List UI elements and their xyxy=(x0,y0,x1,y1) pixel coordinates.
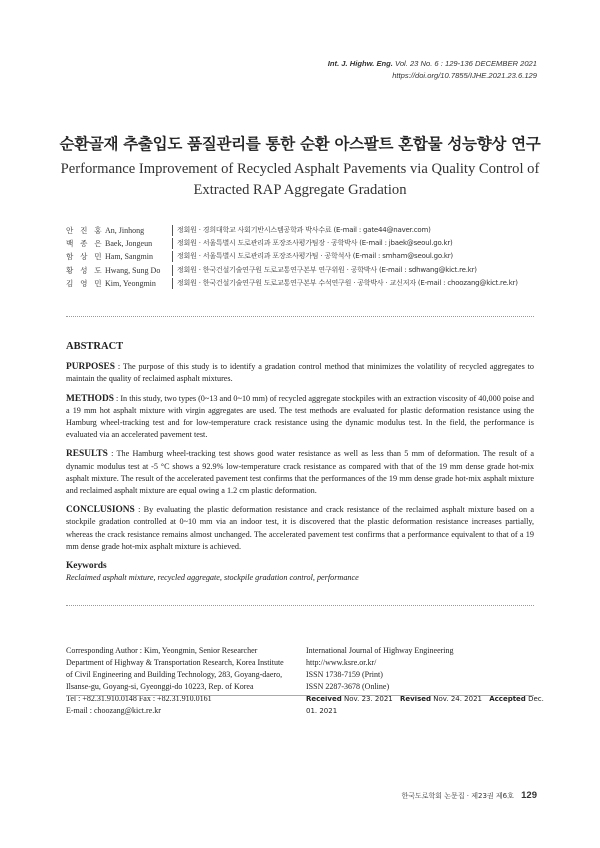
author-english-name: An, Jinhong xyxy=(105,226,145,236)
journal-footer-text: 한국도로학회 논문집 · 제23권 제6호 xyxy=(401,792,514,800)
author-korean-name: 함 상 민 xyxy=(66,252,104,262)
journal-info-line: ISSN 1738-7159 (Print) xyxy=(306,670,383,680)
author-row xyxy=(66,277,546,290)
journal-info-line: ISSN 2287-3678 (Online) xyxy=(306,682,390,692)
author-row xyxy=(66,237,546,250)
methods-label: METHODS xyxy=(66,393,114,404)
section-divider xyxy=(66,605,534,606)
author-affiliation: 정회원 · 한국건설기술연구원 도로교통연구본부 연구위원 · 공학박사 (E-mail : sdhwang@kict.re.kr) xyxy=(172,265,477,276)
page-footer xyxy=(402,790,538,801)
journal-name: Int. J. Highw. Eng. xyxy=(327,59,393,68)
received-label: Received xyxy=(306,695,342,704)
english-title-line-1: Performance Improvement of Recycled Asphalt Pavements via Quality Control of xyxy=(60,161,540,177)
english-title xyxy=(60,159,540,201)
abstract-methods xyxy=(66,393,534,442)
author-english-name: Kim, Yeongmin xyxy=(105,278,156,288)
author-row xyxy=(66,250,546,263)
english-title-line-2: Extracted RAP Aggregate Gradation xyxy=(193,182,407,198)
conclusions-text: : By evaluating the plastic deformation resistance and crack resistance of the reclaimed asphalt mixture based on a stockpile gradation controlled at 0~10 mm via an indoor test, it is discovered that the plastic deformation resistance increases partially, whereas the crack resistance remains almost unchanged. The accelerated pavement test confirms that a performance equivalent to that of a 19 mm dense grade hot-mix asphalt mixture is achieved. xyxy=(66,505,534,551)
corresponding-author-block xyxy=(66,645,306,718)
author-row xyxy=(66,264,546,277)
abstract-heading: ABSTRACT xyxy=(66,341,124,352)
abstract-results xyxy=(66,448,534,497)
journal-info-line: International Journal of Highway Engineering xyxy=(306,646,454,655)
received-date: Nov. 23. 2021 xyxy=(344,695,393,704)
author-english-name: Baek, Jongeun xyxy=(105,239,153,249)
keywords-label: Keywords xyxy=(66,561,107,572)
section-divider xyxy=(66,316,534,317)
revised-label: Revised xyxy=(399,695,432,704)
corresponding-line: Corresponding Author : Kim, Yeongmin, Senior Researcher xyxy=(66,646,258,655)
purposes-label: PURPOSES xyxy=(66,362,115,373)
submission-dates xyxy=(306,693,546,717)
journal-website[interactable]: http://www.ksre.or.kr/ xyxy=(306,658,377,668)
journal-info-block xyxy=(306,645,546,718)
abstract-purposes xyxy=(66,361,534,385)
abstract-section xyxy=(66,341,534,584)
results-label: RESULTS xyxy=(66,449,108,460)
journal-header xyxy=(328,58,537,82)
corresponding-line: Tel : +82.31.910.0148 Fax : +82.31.910.0161 xyxy=(66,694,212,704)
author-english-name: Hwang, Sung Do xyxy=(105,265,161,275)
corresponding-line: Ilsanse-gu, Goyang-si, Gyeonggi-do 10223, Rep. of Korea xyxy=(66,682,254,692)
doi-link[interactable]: https://doi.org/10.7855/IJHE.2021.23.6.129 xyxy=(392,71,537,80)
author-row xyxy=(66,224,546,237)
methods-text: : In this study, two types (0~13 and 0~10 mm) of recycled aggregate stockpiles with an extraction viscosity of 40,000 poise and a 19 mm hot asphalt mixture with virgin aggregates are used. The test methods are evaluated for plastic deformation resistance using the Hamburg wheel-tracking test and for low-temperature crack resistance using the dynamic modulus test. In the field, the performance is evaluated via an accelerated pavement test. xyxy=(66,393,534,440)
author-affiliation: 정회원 · 서울특별시 도로관리과 포장조사평가팀장 · 공학박사 (E-mail : jbaek@seoul.go.kr) xyxy=(172,238,453,249)
corresponding-email[interactable]: E-mail : choozang@kict.re.kr xyxy=(66,706,161,716)
corresponding-line: Department of Highway & Transportation Research, Korea Institute xyxy=(66,658,284,668)
accepted-date: Dec. 01. 2021 xyxy=(306,695,544,716)
author-affiliation: 정회원 · 한국건설기술연구원 도로교통연구본부 수석연구원 · 공학박사 · 교신저자 (E-mail : choozang@kict.re.kr) xyxy=(172,278,518,289)
revised-date: Nov. 24. 2021 xyxy=(433,695,482,704)
purposes-text: : The purpose of this study is to identify a gradation control method that minimizes the volatility of recycled aggregates to maintain the quality of reclaimed asphalt mixtures. xyxy=(66,362,534,384)
author-korean-name: 백 종 은 xyxy=(66,239,104,249)
author-korean-name: 안 진 홍 xyxy=(66,226,104,236)
author-affiliation: 정회원 · 서울특별시 도로관리과 포장조사평가팀 · 공학석사 (E-mail : smham@seoul.go.kr) xyxy=(172,251,453,262)
author-english-name: Ham, Sangmin xyxy=(105,252,153,262)
author-korean-name: 황 성 도 xyxy=(66,265,104,275)
author-korean-name: 김 영 민 xyxy=(66,278,104,288)
footer-divider xyxy=(66,695,534,696)
author-list xyxy=(66,224,546,290)
volume-info: Vol. 23 No. 6 : 129-136 DECEMBER 2021 xyxy=(395,59,537,68)
korean-title: 순환골재 추출입도 품질관리를 통한 순환 아스팔트 혼합물 성능향상 연구 xyxy=(59,135,541,153)
abstract-conclusions xyxy=(66,504,534,553)
keywords-text: Reclaimed asphalt mixture, recycled aggregate, stockpile gradation control, performance xyxy=(66,573,359,583)
author-affiliation: 정회원 · 경희대학교 사회기반시스템공학과 박사수료 (E-mail : gate44@naver.com) xyxy=(172,225,431,236)
page-number: 129 xyxy=(521,790,537,801)
accepted-label: Accepted xyxy=(489,695,526,704)
conclusions-label: CONCLUSIONS xyxy=(66,505,135,516)
results-text: : The Hamburg wheel-tracking test shows good water resistance as well as less than 5 mm of deformation. The result of a dynamic modulus test at -5 °C shows a 92.9% low-temperature crack resistance as compared with that of the 19 mm dense grade hot-mix asphalt mixture. The result of the accelerated pavement test confirms that the performances of the 19 mm dense grade hot-mix asphalt mixture and reclaimed asphalt mixture are equal owing a 1.2 cm plastic deformation. xyxy=(66,449,534,496)
corresponding-line: of Civil Engineering and Building Technology, 283, Goyang-daero, xyxy=(66,670,283,680)
